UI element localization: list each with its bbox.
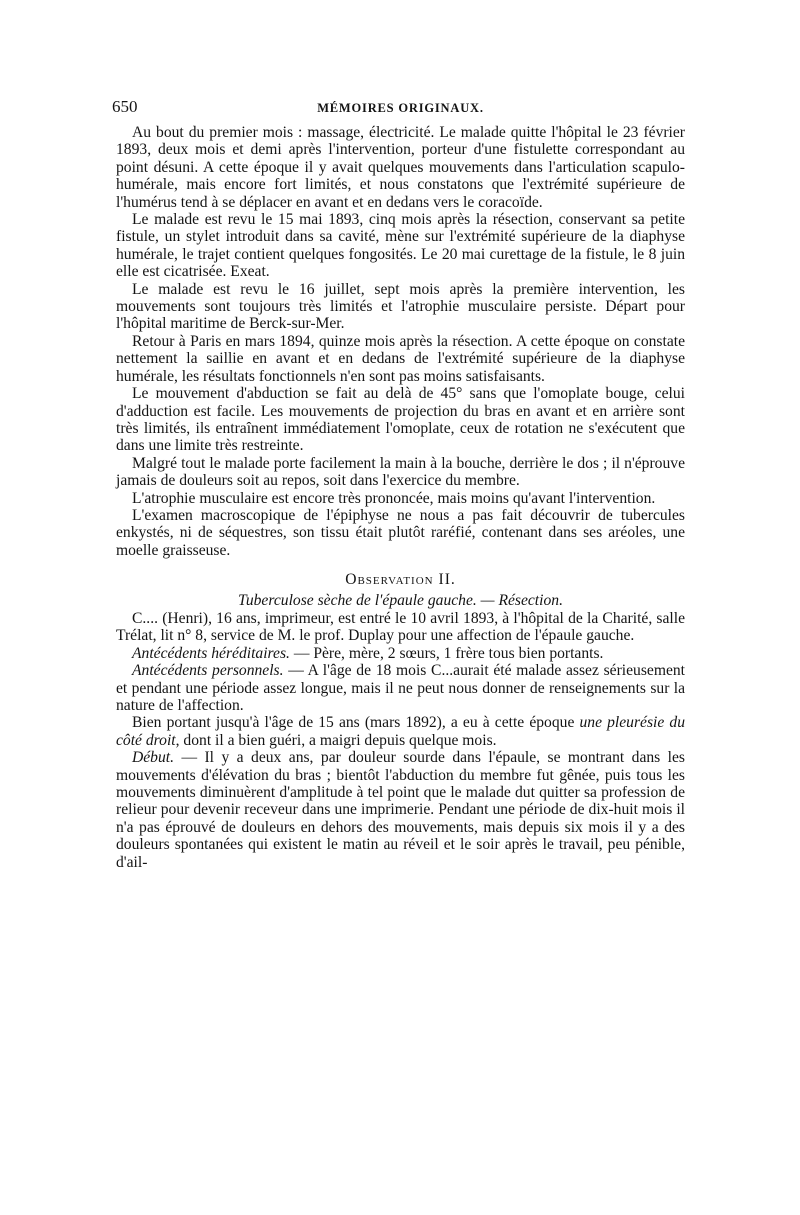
- page-header: [112, 92, 685, 116]
- paragraph: Le mouvement d'abduction se fait au delà de 45° sans que l'omoplate bouge, celui d'adduction est facile. Les mouvements de projection du bras en avant et en arrière sont très limités, ils entraînent immédiatement l'omoplate, ceux de rotation ne s'exécutent que dans une limite très restreinte.: [116, 385, 685, 455]
- running-head: MÉMOIRES ORIGINAUX.: [317, 101, 484, 115]
- paragraph: L'atrophie musculaire est encore très prononcée, mais moins qu'avant l'intervention.: [132, 489, 656, 507]
- hereditary-text: — Père, mère, 2 sœurs, 1 frère tous bien portants.: [289, 644, 604, 662]
- document-body: [116, 124, 685, 871]
- debut-paragraph: [116, 749, 685, 871]
- paragraph: L'examen macroscopique de l'épiphyse ne nous a pas fait découvrir de tubercules enkystés, ni de séquestres, son tissu était plutôt raréfié, contenant dans ses aréoles, une moelle graisseuse.: [116, 506, 685, 559]
- paragraph: Le malade est revu le 15 mai 1893, cinq mois après la résection, conservant sa petite fistule, un stylet introduit dans sa cavité, mène sur l'extrémité supérieure de la diaphyse humérale, le trajet contient quelques fongosités. Le 20 mai curettage de la fistule, le 8 juin elle est cicatrisée. Exeat.: [116, 211, 685, 281]
- pleurisy-italic: une pleurésie du côté droit: [116, 714, 685, 749]
- debut-text: — Il y a deux ans, par douleur sourde dans l'épaule, se montrant dans les mouvements d'élévation du bras ; bientôt l'abduction du membre fut gênée, puis tous les mouvements diminuèrent d'amplitude à tel point que le malade dut quitter sa profession de relieur pour devenir receveur dans une imprimerie. Pendant une période de dix-huit mois il n'a pas éprouvé de douleurs en dehors des mouvements, mais depuis six mois il y a des douleurs spontanées qui existent le matin au réveil et le soir après le travail, peu pénible, d'ail-: [116, 749, 685, 871]
- page-number: 650: [112, 97, 138, 116]
- pleurisy-text-b: , dont il a bien guéri, a maigri depuis quelque mois.: [175, 731, 497, 749]
- hereditary-paragraph: [116, 645, 685, 662]
- paragraph: Retour à Paris en mars 1894, quinze mois après la résection. A cette époque on constate nettement la saillie en avant et en dedans de l'extrémité supérieure de la diaphyse humérale, les résultats fonctionnels n'en sont pas moins satisfaisants.: [116, 332, 685, 385]
- paragraph: Malgré tout le malade porte facilement la main à la bouche, derrière le dos ; il n'éprouve jamais de douleurs soit au repos, soit dans l'exercice du membre.: [116, 454, 685, 490]
- observation-intro: C.... (Henri), 16 ans, imprimeur, est entré le 10 avril 1893, à l'hôpital de la Charité, salle Trélat, lit n° 8, service de M. le prof. Duplay pour une affection de l'épaule gauche.: [116, 609, 685, 645]
- observation-heading: Observation II.: [345, 571, 456, 589]
- personal-text: — A l'âge de 18 mois C...aurait été malade assez sérieusement et pendant une période assez longue, mais il ne peut nous donner de renseignements sur la nature de l'affection.: [116, 662, 685, 714]
- personal-label: Antécédents personnels.: [132, 662, 284, 680]
- hereditary-label: Antécédents héréditaires.: [132, 644, 290, 662]
- pleurisy-paragraph: [116, 714, 685, 749]
- observation-subtitle: Tuberculose sèche de l'épaule gauche. — Résection.: [238, 591, 563, 609]
- paragraph: Au bout du premier mois : massage, électricité. Le malade quitte l'hôpital le 23 février 1893, deux mois et demi après l'intervention, porteur d'une fistulette correspondant au point désuni. A cette époque il y avait quelques mouvements dans l'articulation scapulo-humérale, mais encore fort limités, et nous constatons que l'extrémité supérieure de l'humérus tend à se déplacer en avant et en dedans vers le coracoïde.: [116, 124, 685, 211]
- paragraph: Le malade est revu le 16 juillet, sept mois après la première intervention, les mouvements sont toujours très limités et l'atrophie musculaire persiste. Départ pour l'hôpital maritime de Berck-sur-Mer.: [116, 280, 685, 333]
- personal-paragraph: [116, 662, 685, 714]
- debut-label: Début.: [132, 749, 175, 767]
- pleurisy-text-a: Bien portant jusqu'à l'âge de 15 ans (mars 1892), a eu à cette époque: [132, 714, 580, 732]
- document-page: [112, 92, 685, 871]
